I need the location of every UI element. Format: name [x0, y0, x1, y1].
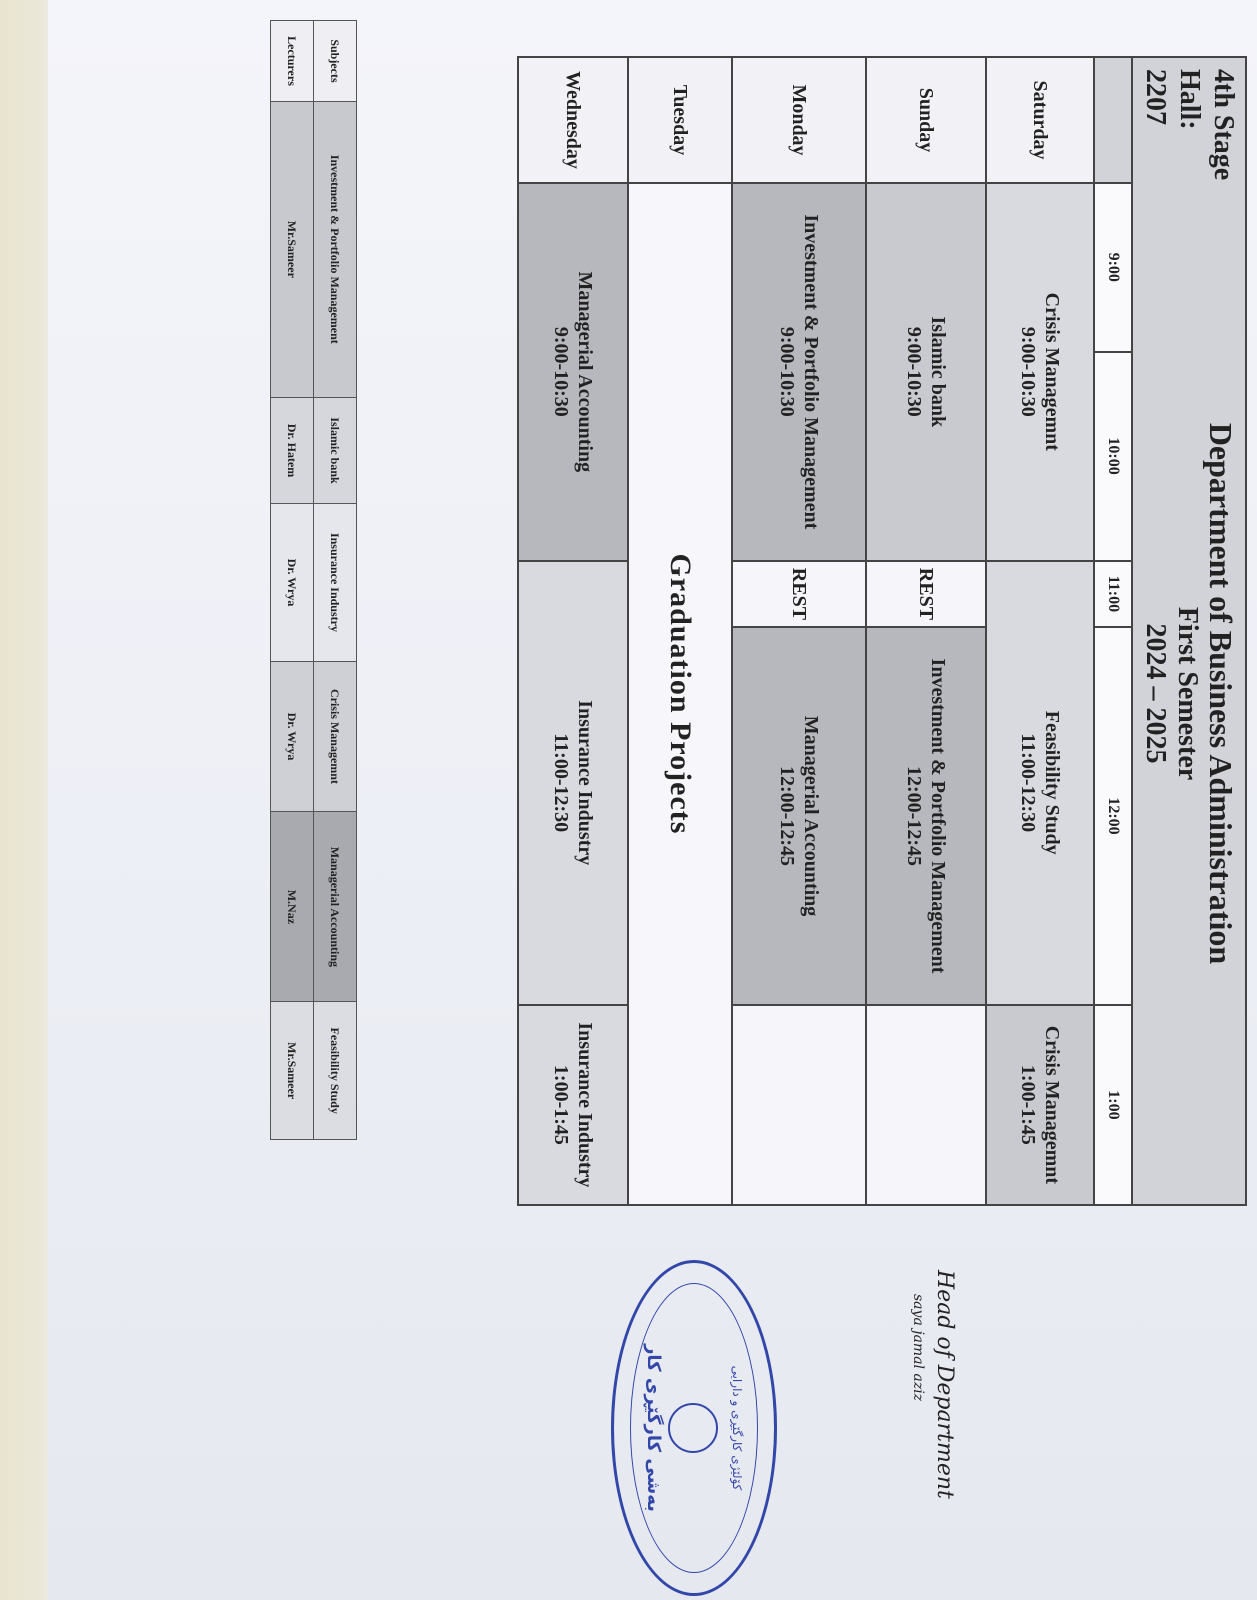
row-wednesday	[518, 57, 628, 1205]
time-text: 12:00-12:45	[776, 766, 798, 866]
time-text: 1:00-1:45	[1017, 1064, 1039, 1145]
time-text: 1:00-1:45	[550, 1064, 572, 1145]
department-title: Department of Business Administration	[1203, 422, 1239, 965]
subject-text: REST	[788, 567, 810, 621]
signature-title: Head of Department	[932, 1270, 957, 1499]
subject-text: Insurance Industry	[574, 1022, 596, 1188]
stamp-text-bottom: بەشی کارگێڕی کار	[643, 1344, 664, 1512]
time-row	[1094, 57, 1132, 1205]
header-left-cell	[1132, 57, 1246, 183]
sunday-slot-2	[866, 561, 986, 628]
subject-text: REST	[915, 567, 937, 621]
paper-sheet	[48, 0, 1257, 1600]
time-text: 9:00-10:30	[550, 326, 572, 417]
row-saturday	[986, 57, 1094, 1205]
subjects-row	[314, 21, 357, 1140]
subject-cell: Feasibility Study	[314, 1002, 357, 1140]
lecturers-table	[270, 20, 357, 1140]
lecturer-cell: M.Naz	[271, 812, 314, 1002]
time-text: 9:00-10:30	[1017, 326, 1039, 417]
timetable-sheet	[48, 0, 1257, 1600]
day-monday: Monday	[732, 57, 866, 183]
subject-cell: Investment & Portfolio Management	[314, 102, 357, 398]
subject-text: Crisis Managemnt	[1041, 292, 1063, 451]
semester-title: First Semester	[1172, 606, 1203, 781]
hall-label: Hall: 2207	[1140, 69, 1205, 130]
subject-cell: Crisis Managemnt	[314, 661, 357, 812]
stage-label: 4th Stage	[1208, 69, 1239, 181]
wednesday-slot-1	[518, 183, 628, 561]
header-title-cell	[1132, 183, 1246, 1205]
header-row	[1132, 57, 1246, 1205]
lecturer-cell: Dr. Hatem	[271, 397, 314, 504]
time-slot-3: 11:00	[1094, 561, 1132, 628]
monday-slot-4	[732, 1005, 866, 1205]
subject-text: Insurance Industry	[574, 700, 596, 866]
lecturers-row	[271, 21, 314, 1140]
time-slot-5: 1:00	[1094, 1005, 1132, 1205]
time-text: 11:00-12:30	[1017, 733, 1039, 833]
monday-slot-3	[732, 627, 866, 1005]
stamp-text-top: کۆلێژی کارگێڕی و دارایی	[730, 1365, 744, 1491]
subject-text: Feasibility Study	[1041, 710, 1063, 855]
subject-text: Crisis Managemnt	[1041, 1025, 1063, 1185]
subject-text: Investment & Portfolio Management	[927, 658, 949, 974]
year-title: 2024 – 2025	[1140, 623, 1171, 764]
subject-text: Managerial Accounting	[574, 271, 596, 473]
sunday-slot-1	[866, 183, 986, 561]
lecturers-label: Lecturers	[271, 21, 314, 102]
monday-slot-2	[732, 561, 866, 628]
signature-name: saya jamal aziz	[910, 1294, 926, 1402]
lecturer-cell: Dr. Wrya	[271, 504, 314, 661]
subject-cell: Insurance Industry	[314, 504, 357, 661]
time-slot-2: 10:00	[1094, 352, 1132, 561]
day-sunday: Sunday	[866, 57, 986, 183]
sunday-slot-3	[866, 627, 986, 1005]
time-text: 12:00-12:45	[903, 766, 925, 866]
subject-text: Managerial Accounting	[800, 715, 822, 917]
saturday-slot-1	[986, 183, 1094, 561]
time-text: 9:00-10:30	[903, 326, 925, 417]
schedule-table	[517, 56, 1247, 1206]
subjects-label: Subjects	[314, 21, 357, 102]
day-wednesday: Wednesday	[518, 57, 628, 183]
signature-block	[910, 1270, 957, 1499]
time-slot-1: 9:00	[1094, 183, 1132, 352]
time-text: 11:00-12:30	[550, 733, 572, 833]
department-stamp	[611, 1260, 777, 1596]
row-tuesday	[628, 57, 732, 1205]
row-monday	[732, 57, 866, 1205]
lecturer-cell: Mr.Sameer	[271, 102, 314, 398]
subject-text: Islamic bank	[927, 316, 949, 428]
wednesday-slot-3	[518, 1005, 628, 1205]
corner-cell	[1094, 57, 1132, 183]
time-slot-4: 12:00	[1094, 627, 1132, 1005]
saturday-slot-2	[986, 561, 1094, 1005]
sunday-slot-4	[866, 1005, 986, 1205]
lecturer-cell: Dr. Wrya	[271, 661, 314, 812]
row-sunday	[866, 57, 986, 1205]
day-saturday: Saturday	[986, 57, 1094, 183]
monday-slot-1	[732, 183, 866, 561]
day-tuesday: Tuesday	[628, 57, 732, 183]
wednesday-slot-2	[518, 561, 628, 1005]
subject-cell: Islamic bank	[314, 397, 357, 504]
subject-text: Investment & Portfolio Management	[800, 214, 822, 530]
time-text: 9:00-10:30	[776, 326, 798, 417]
subject-cell: Managerial Accounting	[314, 812, 357, 1002]
lecturer-cell: Mr.Sameer	[271, 1002, 314, 1140]
emblem-icon	[668, 1403, 718, 1453]
saturday-slot-3	[986, 1005, 1094, 1205]
tuesday-graduation-projects: Graduation Projects	[628, 183, 732, 1205]
